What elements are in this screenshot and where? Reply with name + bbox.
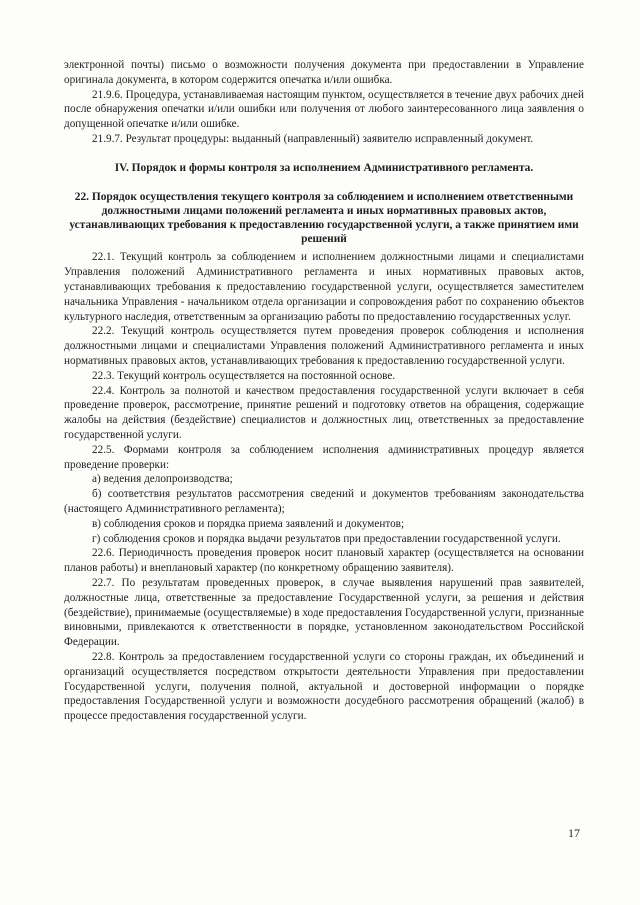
page-content: [64, 58, 584, 724]
paragraph-22-7: 22.7. По результатам проведенных проверок, в случае выявления нарушений прав заявителей, должностные лица, ответственные за предоставление Государственной услуги, за решения и действия (бездействие), принимаемые (осуществляемые) в ходе предоставления Государственной услуги, признанные виновными, привлекаются к ответственности в порядке, установленном законодательством Российской Федерации.: [64, 576, 584, 649]
subsection-heading: 22. Порядок осуществления текущего контроля за соблюдением и исполнением ответственными должностными лицами положений регламента и иных нормативных правовых актов, устанавливающих требования к предоставлению государственной услуги, а также принятием ими решений: [69, 190, 579, 246]
paragraph-21-9-6: 21.9.6. Процедура, устанавливаемая настоящим пунктом, осуществляется в течение двух рабочих дней после обнаружения опечатки и/или ошибки или получения от любого заинтересованного лица заявления о допущенной опечатке и/или ошибке.: [64, 88, 584, 131]
paragraph-22-1: 22.1. Текущий контроль за соблюдением и исполнением должностными лицами и специалистами Управления положений Административного регламента и иных нормативных правовых актов, устанавливающих требования к предоставлению государственной услуги, осуществляется заместителем начальника Управления - начальником отдела организации и сопровождения работ по сохранению объектов культурного наследия, ответственным за организацию работы по предоставлению государственных услуг.: [64, 251, 584, 323]
list-item-v: в) соблюдения сроков и порядка приема заявлений и документов;: [92, 517, 405, 530]
paragraph-22-5: 22.5. Формами контроля за соблюдением исполнения административных процедур является проведение проверки:: [64, 443, 584, 471]
page-number: 17: [568, 826, 580, 840]
paragraph-21-9-7: 21.9.7. Результат процедуры: выданный (направленный) заявителю исправленный документ.: [92, 132, 534, 145]
paragraph-22-8: 22.8. Контроль за предоставлением государственной услуги со стороны граждан, их объединений и организаций осуществляется посредством открытости деятельности Управления при предоставлении Государственной услуги, получения полной, актуальной и достоверной информации о порядке предоставления Государственной услуги и возможности досудебного рассмотрения обращений (жалоб) в процессе предоставления государственной услуги.: [64, 650, 584, 723]
paragraph-continuation: электронной почты) письмо о возможности получения документа при предоставлении в Управление оригинала документа, в котором содержится опечатка и/или ошибка.: [64, 59, 584, 86]
list-item-g: г) соблюдения сроков и порядка выдачи результатов при предоставлении государственной услуги.: [92, 532, 561, 545]
paragraph-22-2: 22.2. Текущий контроль осуществляется путем проведения проверок соблюдения и исполнения должностными лицами и специалистами Управления положений Административного регламента и иных нормативных правовых актов, устанавливающих требования к предоставлению государственной услуги.: [64, 325, 584, 367]
paragraph-22-6: 22.6. Периодичность проведения проверок носит плановый характер (осуществляется на основании планов работы) и внеплановый характер (по конкретному обращению заявителя).: [64, 547, 584, 575]
paragraph-22-4: 22.4. Контроль за полнотой и качеством предоставления государственной услуги включает в себя проведение проверок, рассмотрение, принятие решений и подготовку ответов на обращения, содержащие жалобы на действия (бездействие) специалистов и должностных лиц, ответственных за предоставление государственной услуги.: [64, 384, 584, 441]
paragraph-22-3: 22.3. Текущий контроль осуществляется на постоянной основе.: [92, 369, 396, 382]
list-item-b: б) соответствия результатов рассмотрения сведений и документов требованиям законодательства (настоящего Административного регламента);: [64, 488, 584, 515]
section-heading: IV. Порядок и формы контроля за исполнением Административного регламента.: [114, 161, 534, 174]
list-item-a: а) ведения делопроизводства;: [92, 473, 233, 486]
